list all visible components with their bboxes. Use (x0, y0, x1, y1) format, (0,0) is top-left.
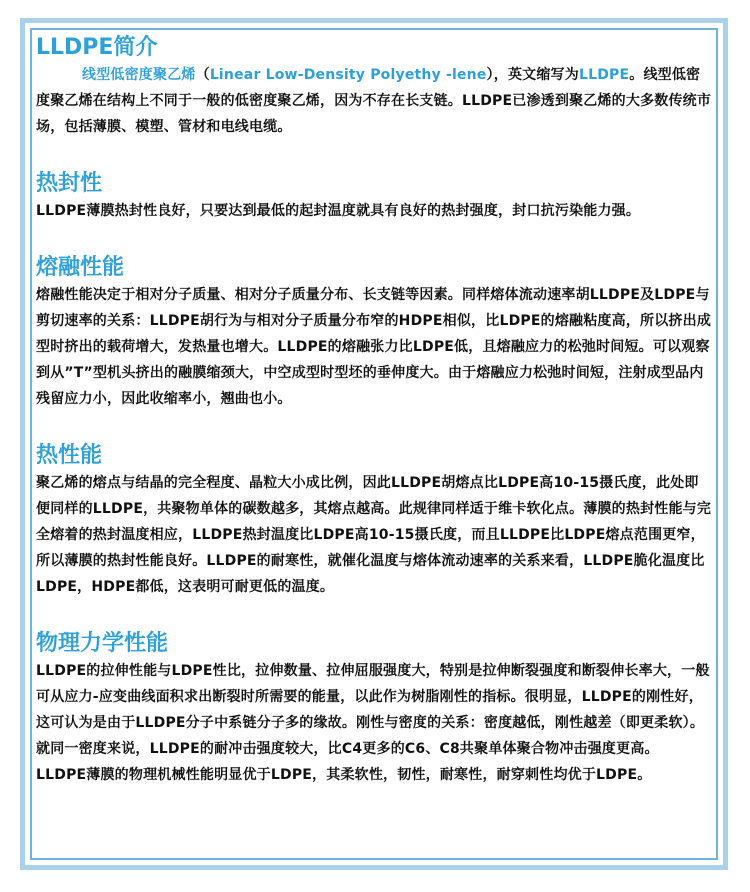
spacer (36, 224, 712, 254)
section-thermal (36, 442, 712, 600)
intro-rest: 。线型低密度聚乙烯在结构上不同于一般的低密度聚乙烯，因为不存在长支链。LLDPE已渗透到聚乙烯的大多数传统市场，包括薄膜、模塑、管材和电线电缆。 (36, 67, 712, 135)
heat-seal-paragraph: LLDPE薄膜热封性良好，只要达到最低的起封温度就具有良好的热封强度，封口抗污染能力强。 (36, 203, 641, 219)
section-title-intro: LLDPE简介 (36, 35, 158, 60)
section-mechanical (36, 630, 712, 788)
intro-paragraph (36, 62, 712, 140)
melt-paragraph: 熔融性能决定于相对分子质量、相对分子质量分布、长支链等因素。同样熔体流动速率胡LLDPE及LDPE与剪切速率的关系：LLDPE胡行为与相对分子质量分布窄的HDPE相似，比LDPE的熔融粘度高，所以挤出成型时挤出的载荷增大，发热量也增大。LLDPE的熔融张力比LDPE低，且熔融应力的松弛时间短。可以观察到从”T”型机头挤出的融膜缩颈大，中空成型时型坯的垂伸度大。由于熔融应力松弛时间短，注射成型品内残留应力小，因此收缩率小，翘曲也小。 (36, 287, 712, 407)
mechanical-paragraph-2: LLDPE薄膜的物理机械性能明显优于LDPE，其柔软性，韧性，耐寒性，耐穿刺性均优于LDPE。 (36, 767, 652, 783)
thermal-paragraph: 聚乙烯的熔点与结晶的完全程度、晶粒大小成比例，因此LLDPE胡熔点比LDPE高10-15摄氏度，此处即便同样的LLDPE，共聚物单体的碳数越多，其熔点越高。此规律同样适于维卡软化点。薄膜的热封性能与完全熔着的热封温度相应，LLDPE热封温度比LDPE高10-15摄氏度，而且LLDPE比LDPE熔点范围更窄，所以薄膜的热封性能良好。LLDPE的耐寒性，就催化温度与熔体流动速率的关系来看，LLDPE脆化温度比LDPE，HDPE都低，这表明可耐更低的温度。 (36, 475, 712, 595)
intro-open-paren: （ (195, 67, 210, 83)
intro-abbr: LLDPE (578, 67, 630, 83)
intro-mid-text: ），英文缩写为 (486, 67, 579, 83)
section-title-thermal: 热性能 (36, 443, 103, 468)
section-title-mechanical: 物理力学性能 (36, 631, 169, 656)
section-title-heat-seal: 热封性 (36, 171, 103, 196)
section-heat-seal (36, 170, 712, 224)
section-melt (36, 254, 712, 412)
mechanical-paragraph-1: LLDPE的拉伸性能与LDPE性比，拉伸数量、拉伸屈服强度大，特别是拉伸断裂强度和断裂伸长率大，一般可从应力-应变曲线面积求出断裂时所需要的能量，以此作为树脂刚性的指标。很明显，LLDPE的刚性好，这可认为是由于LLDPE分子中系链分子多的缘故。刚性与密度的关系：密度越低，刚性越差（即更柔软）。就同一密度来说，LLDPE的耐冲击强度较大，比C4更多的C6、C8共聚单体聚合物冲击强度更高。 (36, 663, 710, 757)
intro-english-name: Linear Low-Density Polyethy -lene (209, 67, 487, 83)
document-body (36, 34, 712, 788)
intro-term: 线型低密度聚乙烯 (82, 67, 196, 83)
spacer (36, 600, 712, 630)
section-title-melt: 熔融性能 (36, 255, 125, 280)
spacer (36, 412, 712, 442)
spacer (36, 140, 712, 170)
section-intro (36, 34, 712, 140)
